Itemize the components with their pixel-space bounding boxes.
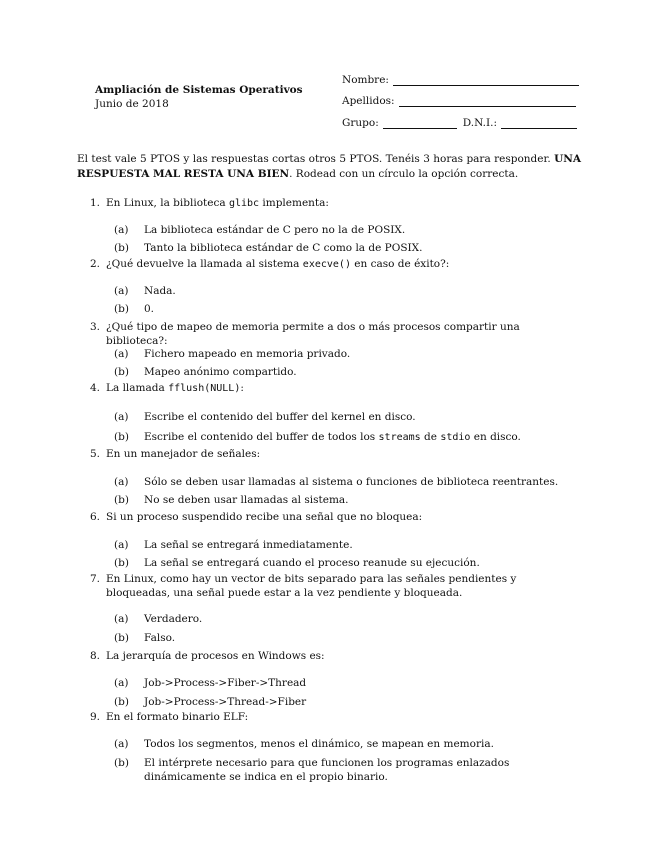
apellidos-field[interactable] bbox=[399, 96, 576, 107]
code-span: fflush(NULL) bbox=[168, 383, 241, 394]
option-letter: (b) bbox=[114, 557, 129, 569]
question-number: 4. bbox=[90, 382, 101, 394]
text-span: Escribe el contenido del buffer de todos los bbox=[144, 431, 379, 443]
question-4-stem bbox=[77, 381, 581, 396]
grupo-label: Grupo: bbox=[342, 117, 379, 129]
text-span: en disco. bbox=[470, 431, 521, 443]
question-number: 7. bbox=[90, 573, 101, 585]
question-2-stem bbox=[77, 257, 581, 272]
option-text: No se deben usar llamadas al sistema. bbox=[144, 494, 349, 506]
option-text: Falso. bbox=[144, 632, 176, 644]
question-2-option-a[interactable] bbox=[77, 284, 581, 298]
question-number: 6. bbox=[90, 511, 101, 523]
question-7-option-a[interactable] bbox=[77, 612, 581, 626]
question-1-stem bbox=[77, 196, 581, 211]
text-span: En un manejador de señales: bbox=[106, 448, 261, 460]
text-span: de bbox=[420, 431, 441, 443]
question-7-stem bbox=[77, 572, 581, 600]
question-8-option-b[interactable] bbox=[77, 695, 581, 709]
question-9-option-b[interactable] bbox=[77, 756, 581, 784]
option-letter: (a) bbox=[114, 613, 129, 625]
option-letter: (a) bbox=[114, 411, 129, 423]
option-letter: (b) bbox=[114, 696, 129, 708]
option-text: Sólo se deben usar llamadas al sistema o funciones de biblioteca reentrantes. bbox=[144, 476, 559, 488]
question-9-stem bbox=[77, 710, 581, 724]
question-3-option-b[interactable] bbox=[77, 365, 581, 379]
question-number: 2. bbox=[90, 258, 101, 270]
question-1-option-b[interactable] bbox=[77, 241, 581, 255]
grupo-field[interactable] bbox=[383, 118, 457, 129]
option-letter: (a) bbox=[114, 677, 129, 689]
apellidos-label: Apellidos: bbox=[342, 95, 395, 107]
question-5-stem bbox=[77, 447, 581, 461]
option-letter: (b) bbox=[114, 431, 129, 443]
intro-bold-warning: UNA RESPUESTA MAL RESTA UNA BIEN bbox=[77, 153, 581, 180]
code-span: execve() bbox=[302, 259, 351, 270]
option-text: La señal se entregará cuando el proceso reanude su ejecución. bbox=[144, 557, 480, 569]
text-span: La llamada bbox=[106, 382, 169, 394]
text-span: ¿Qué devuelve la llamada al sistema bbox=[106, 258, 303, 270]
code-span: streams bbox=[378, 432, 421, 443]
option-letter: (b) bbox=[114, 303, 129, 315]
question-3-stem bbox=[77, 320, 581, 348]
option-text: Verdadero. bbox=[144, 613, 203, 625]
text-span: en caso de éxito?: bbox=[350, 258, 450, 270]
question-6-stem bbox=[77, 510, 581, 524]
option-letter: (b) bbox=[114, 242, 129, 254]
intro-text-1: El test vale 5 PTOS y las respuestas cortas otros 5 PTOS. Tenéis 3 horas para responder. bbox=[77, 153, 555, 165]
option-text: Job->Process->Fiber->Thread bbox=[144, 677, 307, 689]
question-8-option-a[interactable] bbox=[77, 676, 581, 690]
question-number: 1. bbox=[90, 197, 101, 209]
question-6-option-b[interactable] bbox=[77, 556, 581, 570]
text-span: Si un proceso suspendido recibe una señal que no bloquea: bbox=[106, 511, 423, 523]
code-span: glibc bbox=[228, 198, 260, 209]
course-title: Ampliación de Sistemas Operativos bbox=[95, 84, 303, 96]
option-letter: (a) bbox=[114, 476, 129, 488]
option-text: Fichero mapeado en memoria privado. bbox=[144, 348, 351, 360]
nombre-label: Nombre: bbox=[342, 74, 389, 86]
option-letter: (a) bbox=[114, 539, 129, 551]
dni-field[interactable] bbox=[501, 118, 577, 129]
option-letter: (a) bbox=[114, 348, 129, 360]
option-letter: (b) bbox=[114, 366, 129, 378]
exam-date: Junio de 2018 bbox=[95, 98, 169, 110]
text-span: La jerarquía de procesos en Windows es: bbox=[106, 650, 325, 662]
instructions bbox=[77, 152, 581, 182]
option-text: El intérprete necesario para que funcionen los programas enlazados dinámicamente se indica en el propio binario. bbox=[144, 757, 510, 783]
nombre-field[interactable] bbox=[393, 75, 579, 86]
header-left bbox=[95, 83, 303, 111]
question-3-option-a[interactable] bbox=[77, 347, 581, 361]
option-letter: (b) bbox=[114, 757, 129, 769]
question-4-option-a[interactable] bbox=[77, 410, 581, 424]
option-letter: (a) bbox=[114, 285, 129, 297]
option-letter: (a) bbox=[114, 224, 129, 236]
question-5-option-b[interactable] bbox=[77, 493, 581, 507]
text-span: En Linux, como hay un vector de bits separado para las señales pendientes y bloqueadas, una señal puede estar a la vez pendiente y bloqueada. bbox=[106, 573, 517, 599]
text-span: Escribe el contenido del buffer del kernel en disco. bbox=[144, 411, 416, 423]
question-number: 5. bbox=[90, 448, 101, 460]
text-span: En Linux, la biblioteca bbox=[106, 197, 229, 209]
option-text: 0. bbox=[144, 303, 155, 315]
text-span: ¿Qué tipo de mapeo de memoria permite a dos o más procesos compartir una biblioteca?: bbox=[106, 321, 520, 347]
question-2-option-b[interactable] bbox=[77, 302, 581, 316]
option-letter: (b) bbox=[114, 632, 129, 644]
code-span: stdio bbox=[440, 432, 471, 443]
question-1-option-a[interactable] bbox=[77, 223, 581, 237]
option-text: La biblioteca estándar de C pero no la de POSIX. bbox=[144, 224, 406, 236]
question-7-option-b[interactable] bbox=[77, 631, 581, 645]
question-6-option-a[interactable] bbox=[77, 538, 581, 552]
option-text: Todos los segmentos, menos el dinámico, se mapean en memoria. bbox=[144, 738, 494, 750]
text-span: En el formato binario ELF: bbox=[106, 711, 249, 723]
question-5-option-a[interactable] bbox=[77, 475, 581, 489]
question-number: 9. bbox=[90, 711, 101, 723]
question-8-stem bbox=[77, 649, 581, 663]
intro-text-2: . Rodead con un círculo la opción correcta. bbox=[289, 168, 519, 180]
option-text: Mapeo anónimo compartido. bbox=[144, 366, 297, 378]
question-4-option-b[interactable] bbox=[77, 430, 581, 445]
question-9-option-a[interactable] bbox=[77, 737, 581, 751]
option-letter: (a) bbox=[114, 738, 129, 750]
option-letter: (b) bbox=[114, 494, 129, 506]
text-span: implementa: bbox=[259, 197, 329, 209]
text-span: : bbox=[240, 382, 244, 394]
option-text: Job->Process->Thread->Fiber bbox=[144, 696, 307, 708]
option-text: Nada. bbox=[144, 285, 176, 297]
option-text: Tanto la biblioteca estándar de C como la de POSIX. bbox=[144, 242, 423, 254]
question-number: 3. bbox=[90, 321, 101, 333]
option-text: La señal se entregará inmediatamente. bbox=[144, 539, 353, 551]
dni-label: D.N.I.: bbox=[462, 117, 498, 129]
question-number: 8. bbox=[90, 650, 101, 662]
